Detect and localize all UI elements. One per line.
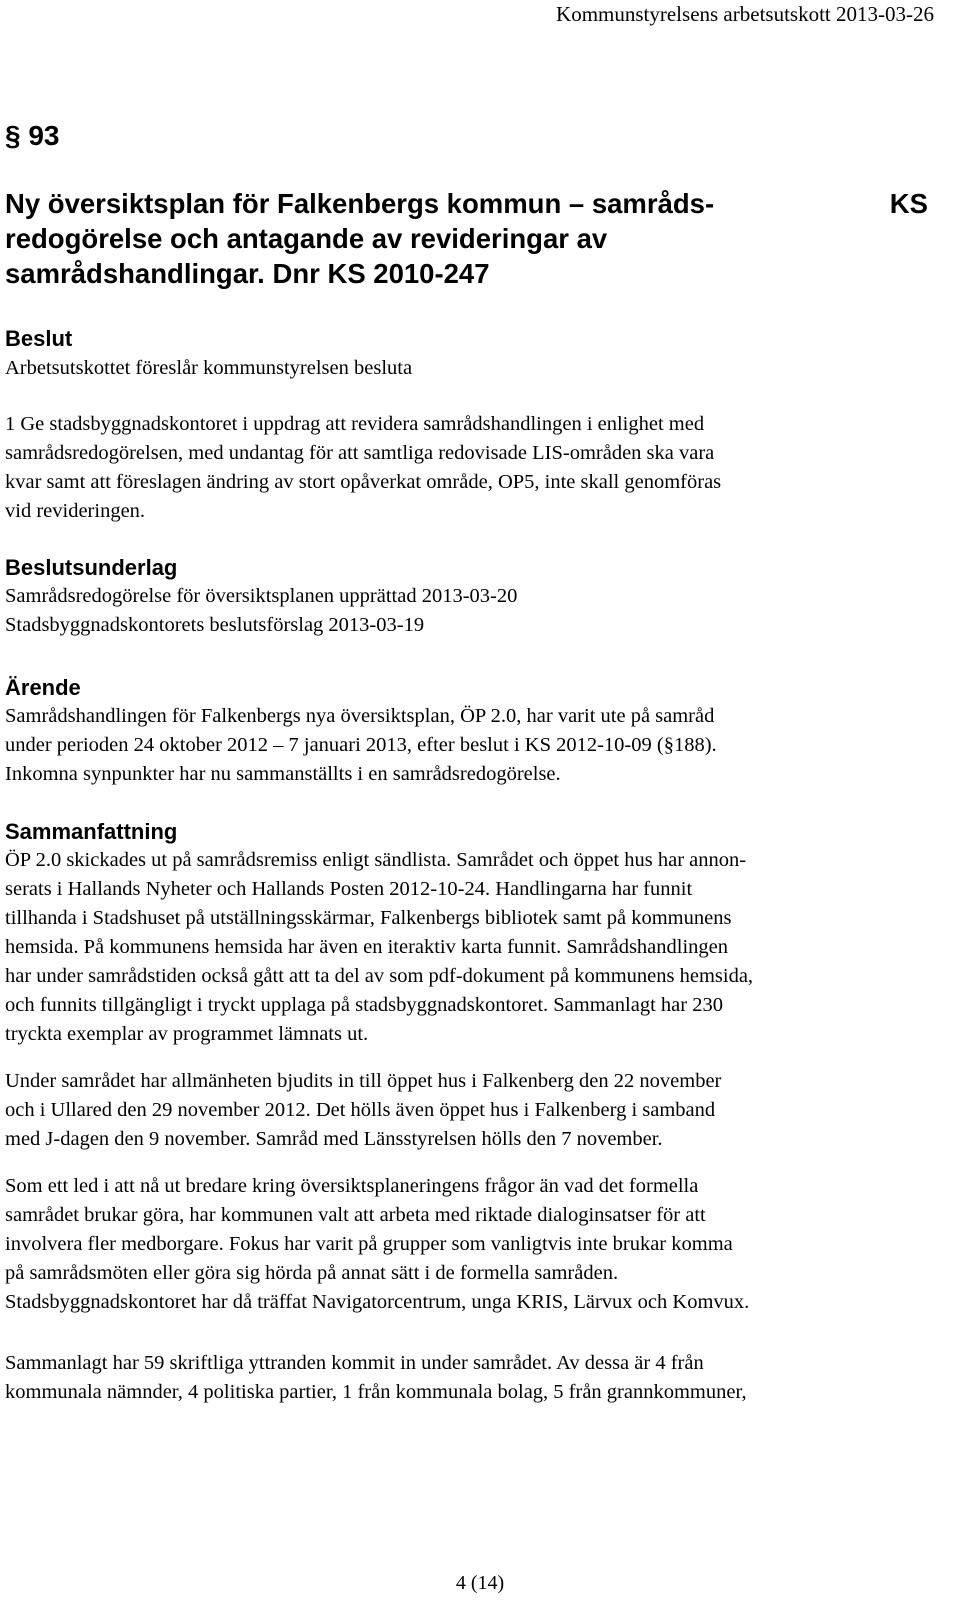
section-number: § 93 (5, 120, 60, 151)
paragraph-line: har under samrådstiden också gått att ta del av som pdf-dokument på kommunens hemsida, (5, 965, 754, 987)
running-header: Kommunstyrelsens arbetsutskott 2013-03-26 (556, 2, 934, 26)
sammanfattning-section (5, 818, 955, 1407)
beslut-item (5, 410, 955, 526)
paragraph-line: och i Ullared den 29 november 2012. Det hölls även öppet hus i Falkenberg i samband (5, 1099, 716, 1121)
paragraph-line: tillhanda i Stadshuset på utställningsskärmar, Falkenbergs bibliotek samt på kommunens (5, 907, 732, 929)
paragraph (5, 846, 955, 1049)
beslutsunderlag-line: Stadsbyggnadskontorets beslutsförslag 2013-03-19 (5, 614, 425, 636)
paragraph-line: ÖP 2.0 skickades ut på samrådsremiss enligt sändlista. Samrådet och öppet hus har annon- (5, 849, 747, 871)
paragraph (5, 1067, 955, 1154)
beslutsunderlag-heading: Beslutsunderlag (5, 555, 178, 580)
paragraph-line: involvera fler medborgare. Fokus har varit på grupper som vanligtvis inte brukar komma (5, 1233, 733, 1255)
paragraph-line: Under samrådet har allmänheten bjudits in till öppet hus i Falkenberg den 22 november (5, 1070, 722, 1092)
beslutsunderlag-line: Samrådsredogörelse för översiktsplanen upprättad 2013-03-20 (5, 585, 518, 607)
beslut-item-line: kvar samt att föreslagen ändring av stort opåverkat område, OP5, inte skall genomföras (5, 471, 722, 493)
paragraph-line: tryckta exemplar av programmet lämnats ut. (5, 1023, 369, 1045)
arende-heading: Ärende (5, 675, 81, 700)
title-line: Ny översiktsplan för Falkenbergs kommun – samråds- (5, 188, 715, 219)
committee-tag: KS (889, 188, 928, 219)
title-line: samrådshandlingar. Dnr KS 2010-247 (5, 258, 490, 289)
arende-line: Inkomna synpunkter har nu sammanställts i en samrådsredogörelse. (5, 763, 561, 785)
paragraph-line: med J-dagen den 9 november. Samråd med Länsstyrelsen hölls den 7 november. (5, 1128, 663, 1150)
beslut-item-line: 1 Ge stadsbyggnadskontoret i uppdrag att revidera samrådshandlingen i enlighet med (5, 413, 705, 435)
arende-line: under perioden 24 oktober 2012 – 7 januari 2013, efter beslut i KS 2012-10-09 (§188). (5, 734, 717, 756)
paragraph (5, 1172, 955, 1317)
beslut-intro: Arbetsutskottet föreslår kommunstyrelsen besluta (5, 357, 413, 379)
paragraph-line: och funnits tillgängligt i tryckt upplaga på stadsbyggnadskontoret. Sammanlagt har 230 (5, 994, 723, 1016)
beslut-section (5, 325, 955, 526)
paragraph-line: samrådet brukar göra, har kommunen valt att arbeta med riktade dialoginsatser för att (5, 1204, 706, 1226)
paragraph-line: Sammanlagt har 59 skriftliga yttranden kommit in under samrådet. Av dessa är 4 från (5, 1352, 704, 1374)
page-number: 4 (14) (455, 1572, 505, 1594)
document-title (5, 186, 785, 291)
beslut-item-line: samrådsredogörelsen, med undantag för att samtliga redovisade LIS-områden ska vara (5, 442, 715, 464)
paragraph-line: på samrådsmöten eller göra sig hörda på annat sätt i de formella samråden. (5, 1262, 619, 1284)
paragraph-line: Som ett led i att nå ut bredare kring översiktsplaneringens frågor än vad det formella (5, 1175, 699, 1197)
paragraph-line: Stadsbyggnadskontoret har då träffat Navigatorcentrum, unga KRIS, Lärvux och Komvux. (5, 1291, 750, 1313)
paragraph-line: serats i Hallands Nyheter och Hallands Posten 2012-10-24. Handlingarna har funnit (5, 878, 693, 900)
arende-section (5, 674, 955, 789)
sammanfattning-heading: Sammanfattning (5, 819, 178, 844)
paragraph-line: kommunala nämnder, 4 politiska partier, 1 från kommunala bolag, 5 från grannkommuner, (5, 1381, 747, 1403)
beslut-item-line: vid revideringen. (5, 500, 146, 522)
paragraph (5, 1349, 955, 1407)
arende-line: Samrådshandlingen för Falkenbergs nya översiktsplan, ÖP 2.0, har varit ute på samråd (5, 705, 715, 727)
beslut-heading: Beslut (5, 326, 73, 351)
beslutsunderlag-section (5, 554, 955, 640)
paragraph-line: hemsida. På kommunens hemsida har även en iteraktiv karta funnit. Samrådshandlingen (5, 936, 729, 958)
title-line: redogörelse och antagande av revideringar av (5, 223, 608, 254)
